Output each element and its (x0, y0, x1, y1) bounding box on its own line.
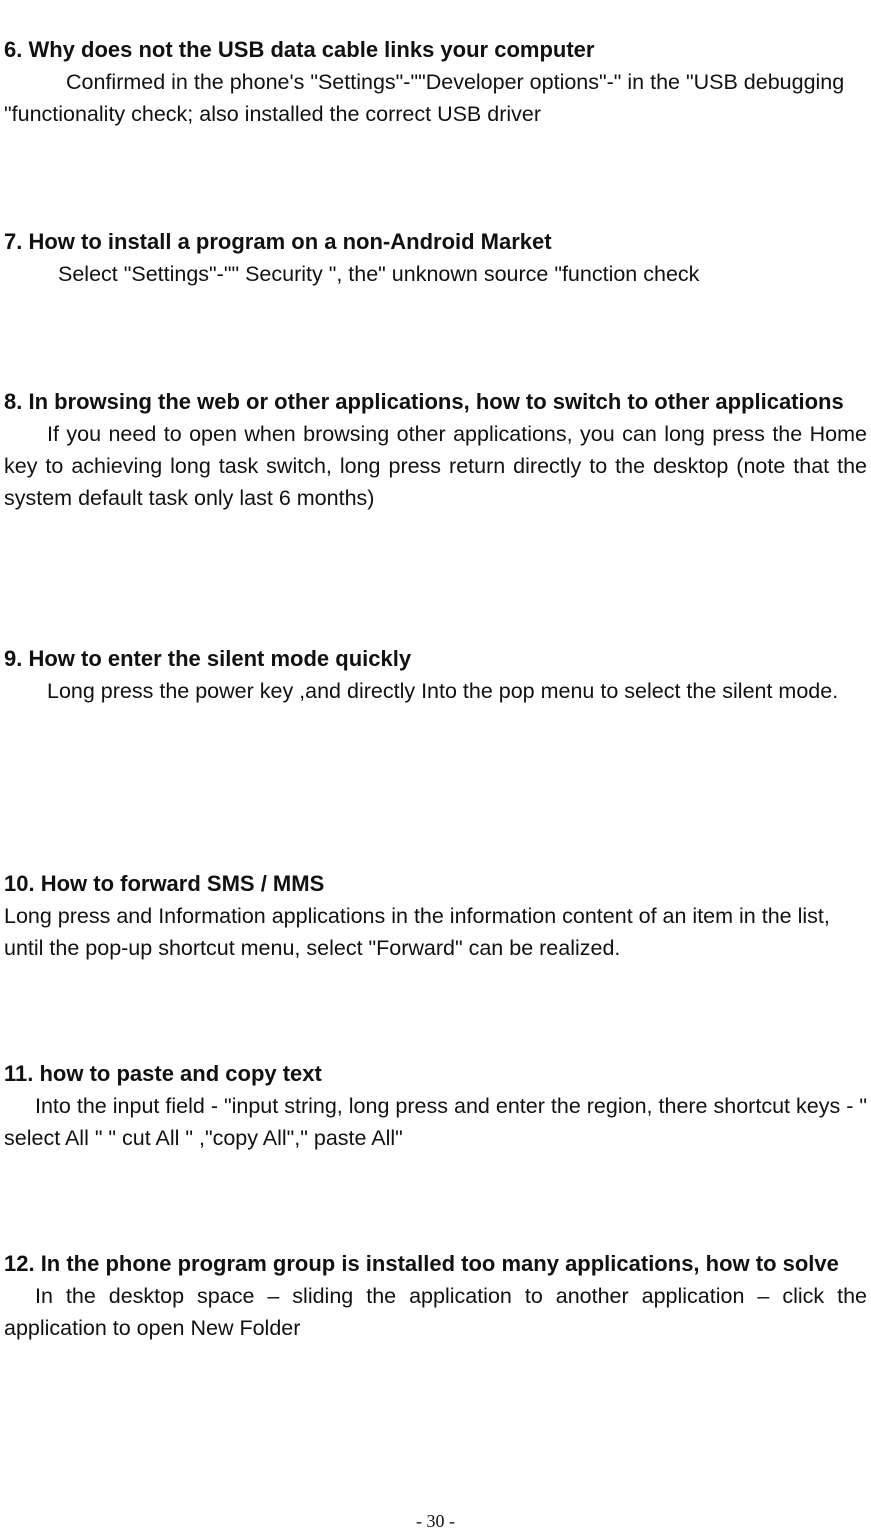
section-body: Select "Settings"-"" Security ", the" unknown source "function check (58, 262, 700, 286)
faq-section-6 (4, 34, 867, 130)
page-number: - 30 - (416, 1511, 455, 1531)
section-heading: 7. How to install a program on a non-Android Market (4, 229, 552, 254)
section-heading: 12. In the phone program group is installed too many applications, how to solve (4, 1251, 839, 1276)
section-body: Long press and Information applications in the information content of an item in the list, until the pop-up shortcut menu, select "Forward" can be realized. (4, 904, 830, 960)
section-body: Long press the power key ,and directly Into the pop menu to select the silent mode. (47, 679, 839, 703)
faq-section-10 (4, 868, 854, 964)
faq-section-8 (4, 386, 867, 514)
faq-section-7 (4, 226, 867, 290)
faq-section-9 (4, 643, 867, 707)
section-body: Confirmed in the phone's "Settings"-""Developer options"-" in the "USB debugging "functionality check; also installed the correct USB driver (4, 70, 845, 126)
faq-section-11 (4, 1058, 867, 1154)
section-body: Into the input field - "input string, long press and enter the region, there shortcut keys - " select All " " cut All " ,"copy All"," paste All" (4, 1094, 867, 1150)
section-heading: 9. How to enter the silent mode quickly (4, 646, 412, 671)
section-heading: 11. how to paste and copy text (4, 1061, 322, 1086)
section-body: In the desktop space – sliding the application to another application – click the application to open New Folder (4, 1284, 867, 1340)
section-heading: 10. How to forward SMS / MMS (4, 871, 325, 896)
section-heading: 8. In browsing the web or other applications, how to switch to other applications (4, 389, 844, 414)
faq-section-12 (4, 1248, 867, 1344)
section-body: If you need to open when browsing other applications, you can long press the Home key to achieving long task switch, long press return directly to the desktop (note that the system default task only last 6 months) (4, 422, 867, 510)
section-heading: 6. Why does not the USB data cable links your computer (4, 37, 595, 62)
